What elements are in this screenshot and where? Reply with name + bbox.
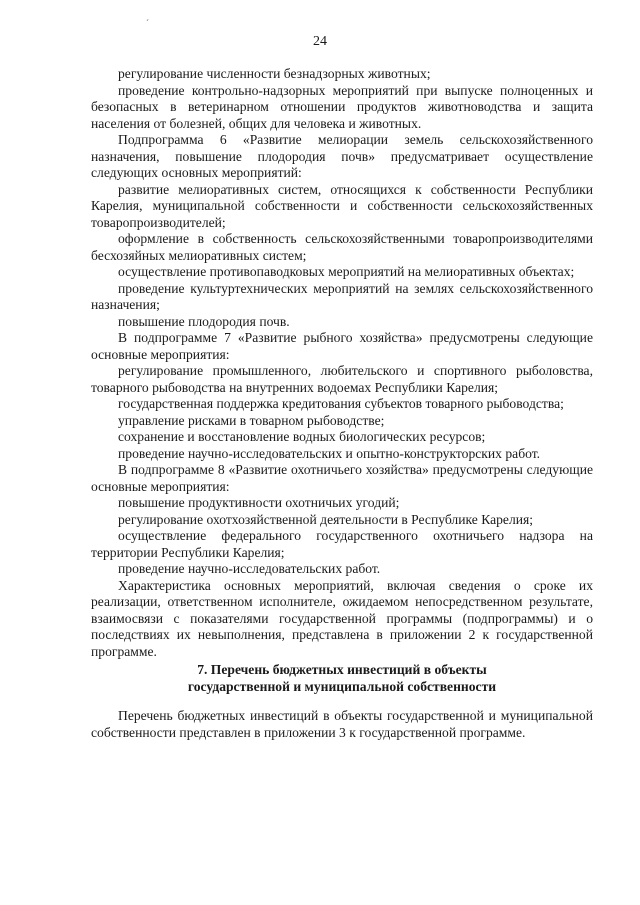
paragraph: оформление в собственность сельскохозяйственными товаропроизводителями бесхозяйных мелиоративных систем;	[91, 231, 593, 263]
paragraph: развитие мелиоративных систем, относящихся к собственности Республики Карелия, муниципальной собственности и собственности сельскохозяйственных товаропроизводителей;	[91, 181, 593, 230]
paragraph: проведение научно-исследовательских и опытно-конструкторских работ.	[118, 445, 541, 461]
paragraph: В подпрограмме 7 «Развитие рыбного хозяйства» предусмотрены следующие основные мероприятия:	[91, 330, 593, 362]
scan-mark: ´	[146, 18, 149, 28]
paragraph: повышение плодородия почв.	[118, 313, 290, 329]
paragraph: проведение культуртехнических мероприятий на землях сельскохозяйственного назначения;	[91, 280, 593, 312]
paragraph: проведение контрольно-надзорных мероприятий при выпуске полноценных и безопасных в ветеринарном отношении продуктов животноводства и защита населения от болезней, общих для человека и животных.	[91, 82, 593, 131]
section-heading	[91, 661, 593, 695]
body-text	[91, 66, 593, 660]
paragraph: сохранение и восстановление водных биологических ресурсов;	[118, 429, 486, 444]
paragraph: регулирование численности безнадзорных животных;	[118, 66, 431, 81]
section-heading-line-1: 7. Перечень бюджетных инвестиций в объекты	[197, 662, 487, 677]
paragraph: повышение продуктивности охотничьих угодий;	[118, 495, 400, 510]
paragraph: регулирование охотхозяйственной деятельности в Республике Карелия;	[118, 511, 534, 527]
paragraph: государственная поддержка кредитования субъектов товарного рыбоводства;	[118, 396, 564, 411]
paragraph: проведение научно-исследовательских работ.	[118, 561, 381, 576]
paragraph: осуществление противопаводковых мероприятий на мелиоративных объектах;	[118, 264, 575, 279]
paragraph: регулирование промышленного, любительского и спортивного рыболовства, товарного рыбоводства на внутренних водоемах Республики Карелия;	[91, 363, 593, 395]
paragraph: Подпрограмма 6 «Развитие мелиорации земель сельскохозяйственного назначения, повышение плодородия почв» предусматривает осуществление следующих основных мероприятий:	[91, 132, 593, 180]
page-number: 24	[313, 34, 327, 49]
section-heading-line-2: государственной и муниципальной собственности	[187, 679, 497, 694]
section-text	[91, 708, 593, 741]
paragraph: В подпрограмме 8 «Развитие охотничьего хозяйства» предусмотрены следующие основные мероприятия:	[91, 462, 593, 494]
paragraph: Перечень бюджетных инвестиций в объекты государственной и муниципальной собственности представлен в приложении 3 к государственной программе.	[91, 708, 593, 740]
paragraph: управление рисками в товарном рыбоводстве;	[118, 412, 385, 428]
paragraph: осуществление федерального государственного охотничьего надзора на территории Республики Карелия;	[91, 528, 593, 560]
paragraph: Характеристика основных мероприятий, включая сведения о сроке их реализации, ответственном исполнителе, ожидаемом непосредственном результате, взаимосвязи с показателями государственной программы (подпрограммы) и о последствиях их невыполнения, представлена в приложении 2 к государственной программе.	[91, 577, 593, 659]
